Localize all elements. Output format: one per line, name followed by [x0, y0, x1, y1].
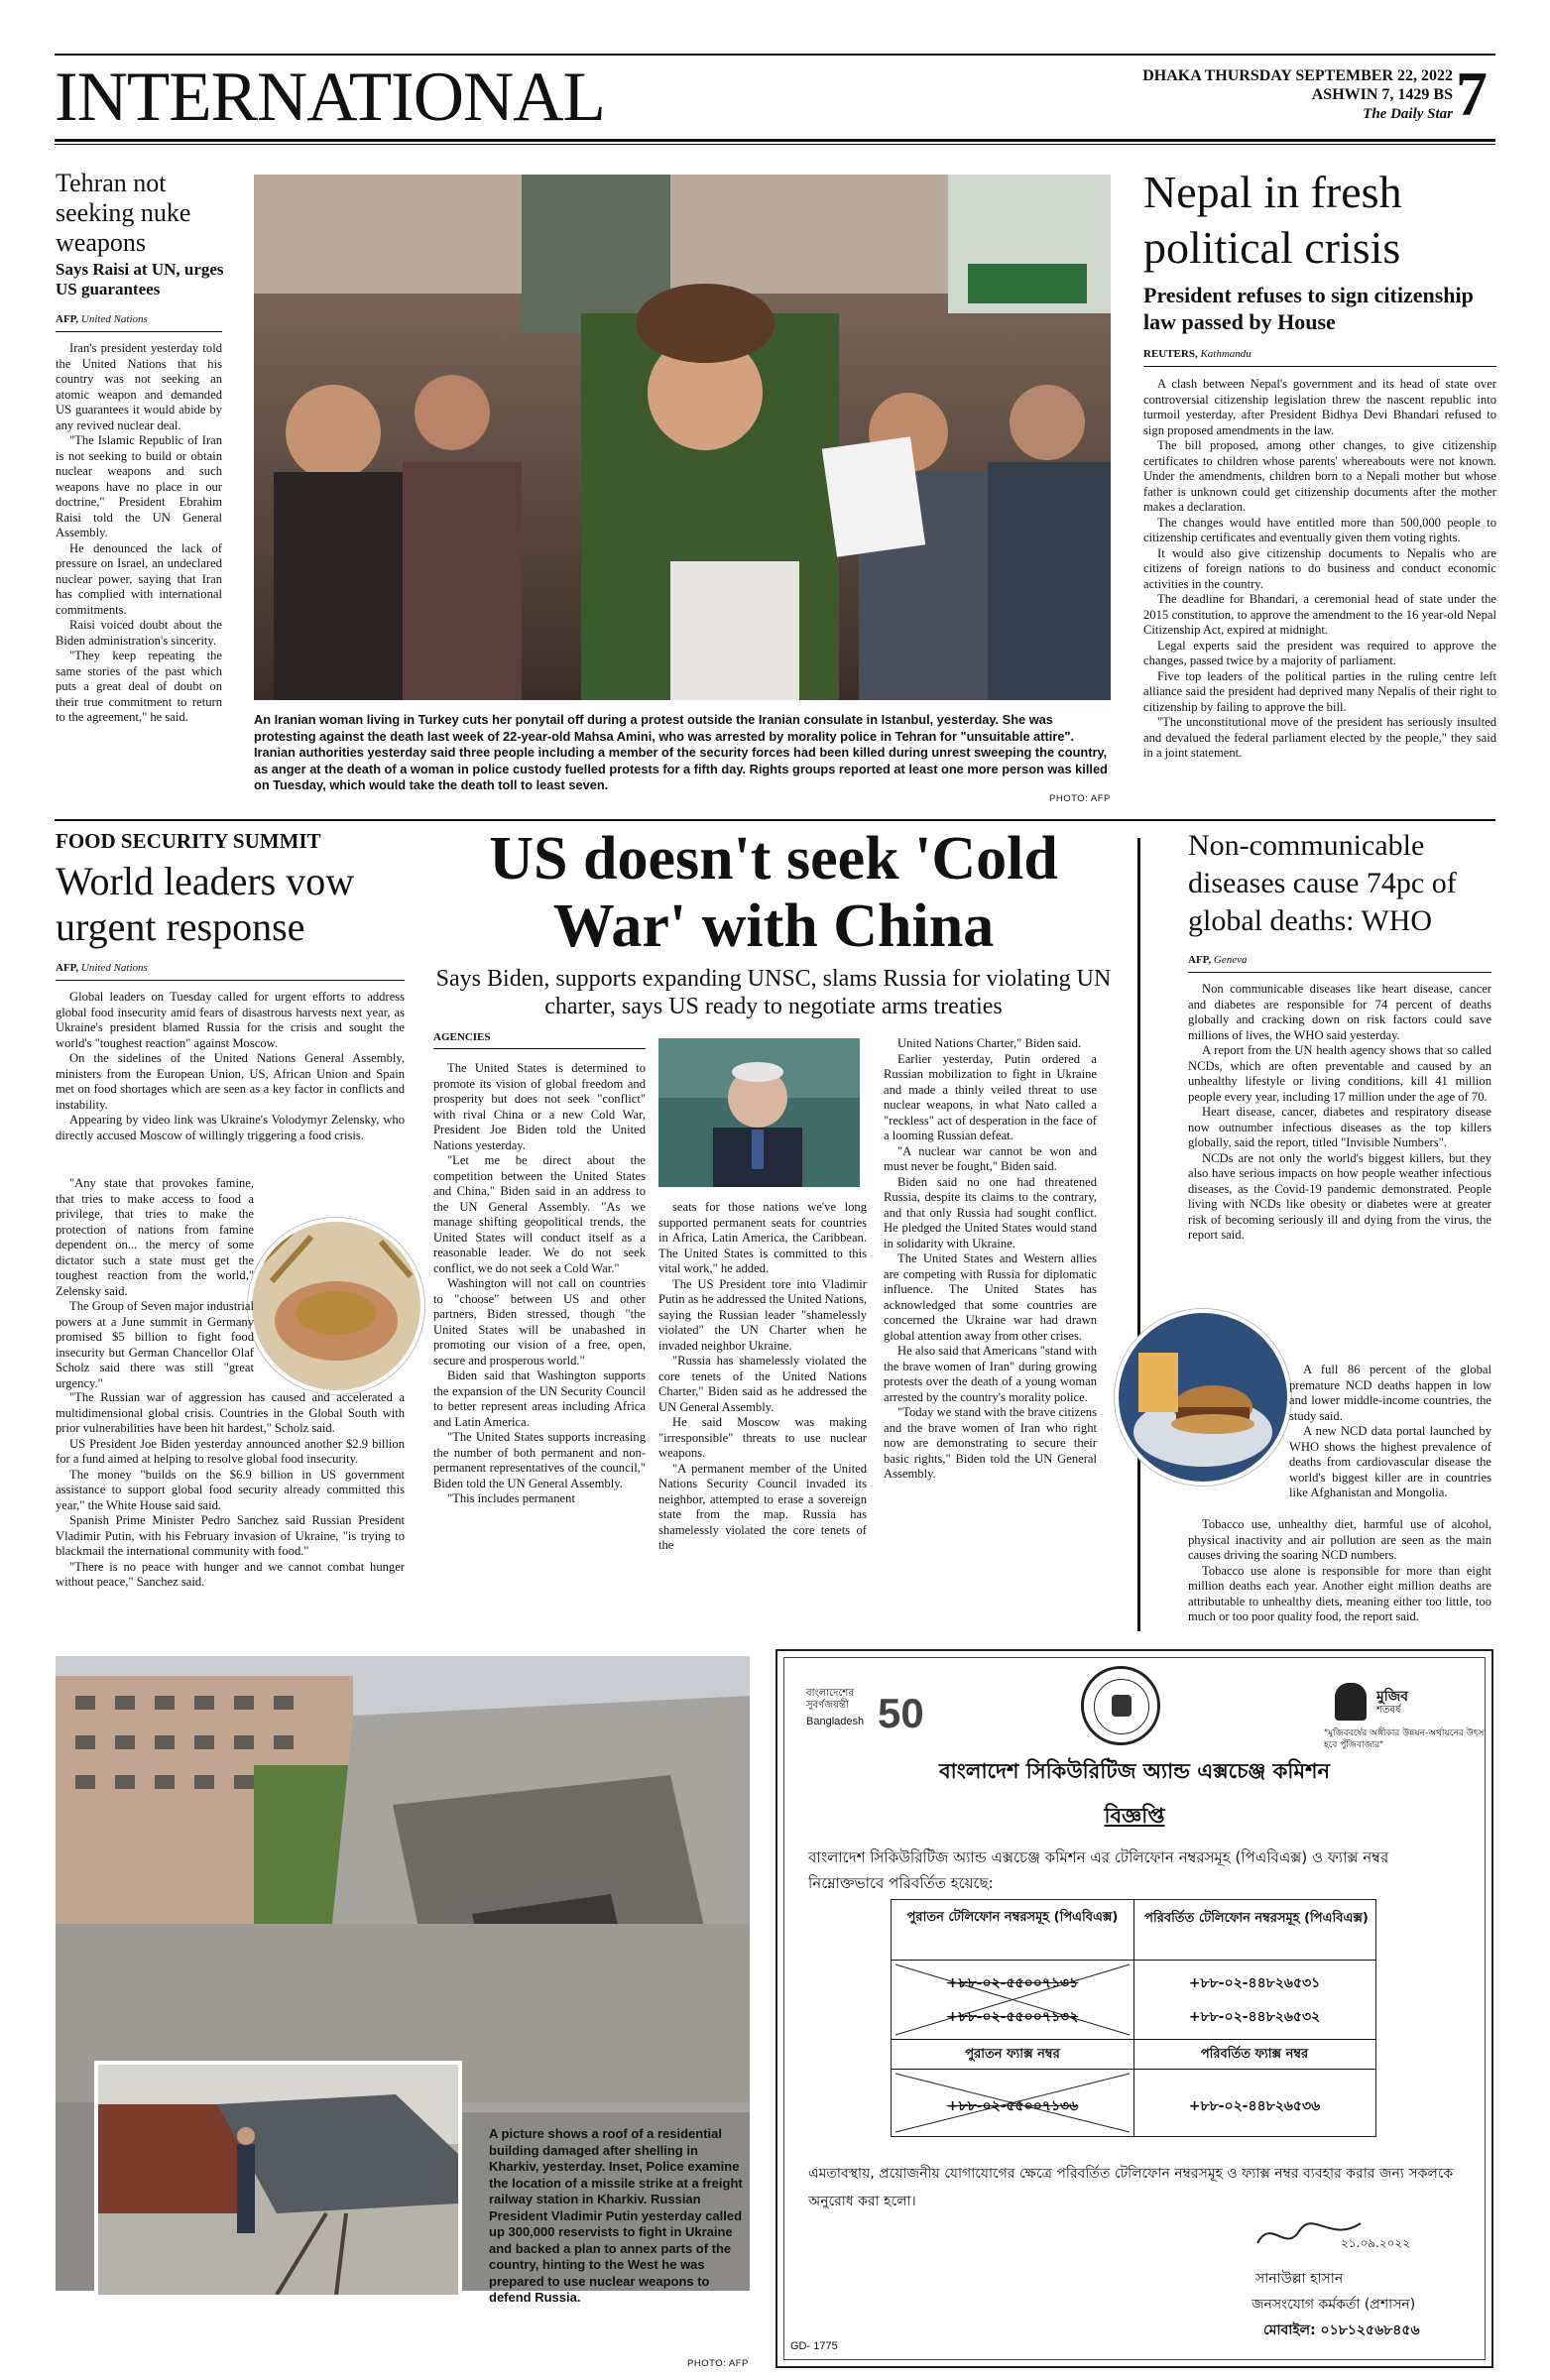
nepal-subhead: President refuses to sign citizenship law passed by House [1143, 283, 1474, 334]
railway-inset-photo [94, 2061, 462, 2299]
ad-slogan: "মুজিববর্ষের অঙ্গীকার উন্নয়ন-অর্থায়নের উৎস হবে পুঁজিবাজার" [1324, 1728, 1485, 1750]
th-old-phone: পুরাতন টেলিফোন নম্বরসমূহ (পিএবিএক্স) [906, 1910, 1119, 1925]
biden-col2: seats for those nations we've long supported permanent seats for countries in Africa, Latin America, the Caribbean. The United States is committed to this vital work," he added. The US President tore into Vladimir Putin as he addressed the United Nations, saying the Russian leader "shamelessly violated" the UN Charter when he invaded neighbor Ukraine. "Russia has shamelessly violated the core tenets of the United Nations Charter," Biden said as he addressed the UN General Assembly. He said Moscow was making "irresponsible" threats to use nuclear weapons. "A permanent member of the United Nations Security Council invaded its neighbor, attempted to erase a sovereign state from the map. Russia has shamelessly violated the core tenets of the [658, 1200, 867, 1552]
protest-credit: PHOTO: AFP [1049, 793, 1111, 804]
ncd-body-top: Non communicable diseases like heart disease, cancer and diabetes are responsible for 74 percent of deaths globally and cracking down on risk factors could save millions of lives, the WHO said yesterday. A report from the UN health agency shows that so called NCDs, which are often preventable and caused by an unhealthy lifestyle or living conditions, kill 41 million people every year, including 17 million under the age of 70. Heart disease, cancer, diabetes and respiratory disease now outnumber infectious diseases as the top killers globally, said the report, titled "Invisible Numbers". NCDs are not only the world's biggest killers, but they also have serious impacts on how people weather infectious diseases, as the Covid-19 pandemic demonstrated. People living with NCDs like obesity or diabetes were at greater risk of becoming seriously ill and dying from the virus, the report said. [1188, 982, 1491, 1242]
ad-title: বিজ্ঞপ্তি [1104, 1804, 1165, 1828]
biden-col1: The United States is determined to promote its vision of global freedom and prosperity but does not seek "conflict" with rival China or a new Cold War, President Joe Biden told the United Nations yesterday. "Let me be direct about the competition between the United States and China," Biden said in an address to the UN General Assembly. "As we manage shifting geopolitical trends, the United States will conduct itself as a reasonable leader. We do not seek conflict, we do not seek a Cold War." Washington will not call on countries to "choose" between US and other partners, Biden stressed, though "the United States will be unabashed in promoting our vision of a free, open, secure and prosperous world." Biden said that Washington supports the expansion of the UN Security Council to better represent areas including Africa and Latin America. "The United States supports increasing the number of both permanent and non-permanent representatives of the council," Biden told the UN General Assembly. "This includes permanent [433, 1061, 646, 1505]
kharkiv-caption: A picture shows a roof of a residential building damaged after shelling in Kharkiv, yesterday. Inset, Police examine the location of a missile strike at a freight railway station in Kharkiv. Russian President Vladimir Putin yesterday called up 300,000 reservists to fight in Ukraine and backed a plan to annex parts of the country, hinting to the West he was prepared to use nuclear weapons to defend Russia. [489, 2126, 743, 2305]
biden-subhead: Says Biden, supports expanding UNSC, slams Russia for violating UN charter, says US ready to negotiate arms treaties [435, 966, 1112, 1019]
food-body-wrap: "Any state that provokes famine, that tries to make access to food a privilege, that tries to make the protection of nations from famine dependent on... the mercy of some dictator such a state must get the toughest reaction from the world," Zelensky said. The Group of Seven major industrial powers at a June summit in Germany promised $5 billion to fight food insecurity but German Chancellor Olaf Scholz said there was still "great urgency." [56, 1176, 254, 1390]
mujib-label: মুজিব [1376, 1689, 1409, 1705]
iran-body: Iran's president yesterday told the United Nations that his country was not seeking an atomic weapon and demanded US guarantees it would abide by any revived nuclear deal. "The Islamic Republic of Iran is not seeking to build or obtain nuclear weapons and such weapons have no place in our doctrine," President Ebrahim Raisi told the UN General Assembly. He denounced the lack of pressure on Israel, an undeclared nuclear power, saying that Iran has complied with international commitments. Raisi voiced doubt about the Biden administration's sincerity. "They keep repeating the same stories of the past which puts a great deal of doubt on their true commitment to return to the agreement," he said. [56, 341, 222, 724]
food-body-top: Global leaders on Tuesday called for urgent efforts to address global food insecurity amid fears of disastrous harvests next year, as Ukraine's president blamed Russia for the crisis and sought the world's "toughest reaction" against Moscow. On the sidelines of the United Nations General Assembly, ministers from the European Union, US, African Union and Spain met on food shortages which are seen as a key factor in conflicts and instability. Appearing by video link was Ukraine's Volodymyr Zelensky, who directly accused Moscow of willingly triggering a food crisis. [56, 990, 405, 1142]
logo-text: Bangladesh [806, 1716, 865, 1727]
old-fax: +৮৮-০২-৫৫০০৭১৩৬ [946, 2098, 1079, 2114]
ncd-headline: Non-communicable diseases cause 74pc of global deaths: WHO [1188, 829, 1457, 937]
ad-closing-text: এমতাবস্থায়, প্রয়োজনীয় যোগাযোগের ক্ষেত্রে পরিবর্তিত টেলিফোন নম্বরসমূহ ও ফ্যাক্স নম্বর ব্যবহার করার জন্য সকলকে অনুরোধ করা হলো। [808, 2166, 1454, 2209]
mujib-sub: শতবর্ষ [1376, 1705, 1401, 1716]
mujib-portrait-icon [1335, 1683, 1367, 1721]
iran-headline: Tehran not seeking nuke weapons [56, 169, 191, 257]
iran-subhead: Says Raisi at UN, urges US guarantees [56, 260, 224, 298]
ad-code: GD- 1775 [790, 2340, 838, 2352]
biden-col3: United Nations Charter," Biden said. Earlier yesterday, Putin ordered a Russian mobilization to fight in Ukraine and made a thinly veiled threat to use nuclear weapons, in what Nato called a "reckless" act of desperation in the face of a looming Russian defeat. "A nuclear war cannot be won and must never be fought," Biden said. Biden said no one had threatened Russia, despite its claims to the contrary, and that only Russia had sought conflict. He pledged the United States would stand in solidarity with Ukraine. The United States and Western allies are competing with Russia for diplomatic influence. The United States has acknowledged that some countries are concerned the Ukraine war had drawn global attention away from other crises. He also said that Americans "stand with the brave women of Iran" during growing protests over the death of a young woman arrested by the country's morality police. "Today we stand with the brave citizens and the brave women of Iran who right now are demonstrating to secure their basic rights," Biden told the UN General Assembly. [884, 1036, 1098, 1481]
nepal-byline: REUTERS, Kathmandu [1143, 348, 1252, 360]
grain-photo [248, 1218, 424, 1394]
ncd-byline: AFP, Geneva [1188, 954, 1248, 966]
golden-jubilee-logo [798, 1686, 927, 1765]
logo-number: 50 [878, 1690, 924, 1736]
new-phone-1: +৮৮-০২-৪৪৮২৬৫৩১ [1188, 1975, 1321, 1991]
food-headline: World leaders vow urgent response [56, 859, 355, 949]
iran-byline: AFP, United Nations [56, 313, 148, 325]
paper-name: The Daily Star [1363, 106, 1453, 122]
th-old-fax: পুরাতন ফ্যাক্স নম্বর [965, 2047, 1060, 2062]
logo-line1: বাংলাদেশের [806, 1688, 854, 1699]
food-byline: AFP, United Nations [56, 962, 148, 974]
section-title: INTERNATIONAL [55, 59, 605, 136]
signatory-name: সানাউল্লা হাসান [1255, 2271, 1344, 2287]
ad-notice-text: বাংলাদেশ সিকিউরিটিজ অ্যান্ড এক্সচেঞ্জ কমিশন এর টেলিফোন নম্বরসমূহ (পিএবিএক্স) ও ফ্যাক্স নম্বর নিম্নোক্তভাবে পরিবর্তিত হয়েছে: [808, 1848, 1389, 1892]
food-body-bottom: "The Russian war of aggression has caused and accelerated a multidimensional global crisis. Countries in the Global South with prior vulnerabilities have been hit hardest," Scholz said. US President Joe Biden yesterday announced another $2.9 billion for a fund aimed at helping to resolve global food insecurity. The money "builds on the $6.9 billion in US government assistance to support global food security already committed this year," the White House said said. Spanish Prime Minister Pedro Sanchez said Russian President Vladimir Putin, with his February invasion of Ukraine, "is trying to blackmail the international community with food." "There is no peace with hunger and we cannot combat hunger without peace," Sanchez said. [56, 1390, 405, 1589]
food-kicker: FOOD SECURITY SUMMIT [56, 829, 321, 853]
old-phone-2: +৮৮-০২-৫৫০০৭১৩২ [946, 2009, 1079, 2025]
ncd-body-bottom: Tobacco use, unhealthy diet, harmful use of alcohol, physical inactivity and air pollution are seen as the main causes driving the soaring NCD numbers. Tobacco use alone is responsible for more than eight million deaths each year. Another eight million deaths are attributable to unhealthy diets, meaning either too little, too much or too poor quality food, the report said. [1188, 1517, 1491, 1623]
signature-date: ২১.০৯.২০২২ [1341, 2236, 1411, 2250]
new-fax: +৮৮-০২-৪৪৮২৬৫৩৬ [1188, 2098, 1321, 2114]
biden-byline: AGENCIES [433, 1031, 491, 1043]
protest-caption: An Iranian woman living in Turkey cuts her ponytail off during a protest outside the Iranian consulate in Istanbul, yesterday. She was protesting against the death last week of 22-year-old Mahsa Amini, who was arrested by morality police in Tehran for "unsuitable attire". Iranian authorities yesterday said three people including a member of the security forces had been killed during unrest sweeping the country, as anger at the death of a woman in police custody fuelled protests for a fifth day. Rights groups reported at least one more person was killed on Tuesday, which would take the death toll to least seven. [254, 712, 1108, 792]
kharkiv-credit: PHOTO: AFP [687, 2358, 749, 2369]
phone-table [891, 1899, 1376, 2137]
biden-headline: US doesn't seek 'Cold War' with China [489, 825, 1058, 960]
th-new-fax: পরিবর্তিত ফ্যাক্স নম্বর [1200, 2047, 1309, 2062]
ad-org-name: বাংলাদেশ সিকিউরিটিজ অ্যান্ড এক্সচেঞ্জ কমিশন [938, 1759, 1330, 1783]
old-phone-1: +৮৮-০২-৫৫০০৭১৩১ [946, 1975, 1079, 1991]
protest-photo [254, 175, 1111, 700]
logo-line2: সুবর্ণজয়ন্তী [806, 1700, 849, 1711]
signatory-designation: জনসংযোগ কর্মকর্তা (প্রশাসন) [1252, 2297, 1416, 2313]
page-number: 7 [1456, 59, 1488, 129]
th-new-phone: পরিবর্তিত টেলিফোন নম্বরসমূহ (পিএবিএক্স) [1144, 1911, 1369, 1926]
biden-photo [658, 1038, 860, 1187]
nepal-headline: Nepal in fresh political crisis [1143, 167, 1402, 273]
dateline: DHAKA THURSDAY SEPTEMBER 22, 2022 [1142, 67, 1453, 84]
new-phone-2: +৮৮-০২-৪৪৮২৬৫৩২ [1188, 2009, 1321, 2025]
nepal-body: A clash between Nepal's government and its head of state over controversial citizenship legislation threw the nascent republic into turmoil yesterday, after President Bidhya Devi Bhandari refused to sign proposed amendments in the law. The bill proposed, among other changes, to give citizenship certificates to children whose parents' whereabouts were not known. Under the amendments, children born to a Nepali mother but whose father is unknown could get citizenship documents after the mother makes a declaration. The changes would have entitled more than 500,000 people to citizenship certificates and eventually given them voting rights. It would also give citizenship documents to Nepalis who are citizens of foreign nations to do business and conduct economic activities in the country. The deadline for Bhandari, a ceremonial head of state under the 2015 constitution, to approve the amendment to the 16 year-old Nepal Citizenship Act, expired at midnight. Legal experts said the president was required to approve the changes, passed twice by a majority of parliament. Five top leaders of the political parties in the ruling centre left alliance said the president had deprived many Nepalis of their right to citizenship by failing to approve the bill. "The unconstitutional move of the president has seriously insulted and devalued the federal parliament elected by the people," they said in a joint statement. [1143, 377, 1496, 760]
ncd-body-wrap: A full 86 percent of the global premature NCD deaths happen in low and lower middle-income countries, the study said. A new NCD data portal launched by WHO shows the highest prevalence of deaths from cardiovascular disease the world's biggest killer are in countries like Afghanistan and Mongolia. [1289, 1363, 1491, 1499]
signatory-mobile: মোবাইল: ০১৮১২৫৬৮৪৫৬ [1263, 2322, 1420, 2338]
bangla-date: ASHWIN 7, 1429 BS [1311, 86, 1453, 103]
bsec-seal-icon [1081, 1666, 1160, 1745]
food-plate-photo [1115, 1309, 1291, 1486]
